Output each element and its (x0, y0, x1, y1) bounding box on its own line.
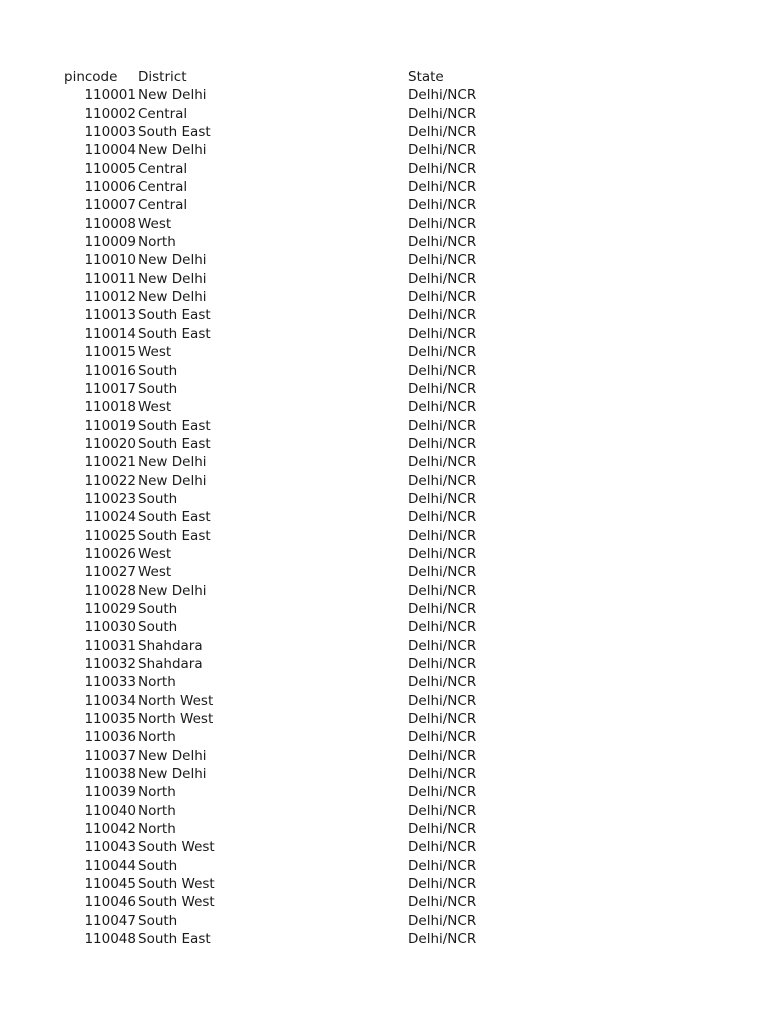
district-cell: North (138, 784, 176, 801)
table-row (62, 417, 528, 435)
state-cell: Delhi/NCR (408, 711, 477, 728)
district-cell: South (138, 362, 178, 379)
table-row (62, 160, 528, 178)
table-row (62, 692, 528, 710)
pincode-cell: 110028 (84, 582, 136, 599)
state-cell: Delhi/NCR (408, 344, 477, 361)
table-row (62, 600, 528, 618)
state-cell: Delhi/NCR (408, 509, 477, 526)
table-row (62, 288, 528, 306)
state-cell: Delhi/NCR (408, 931, 477, 948)
state-cell: Delhi/NCR (408, 857, 477, 874)
state-cell: Delhi/NCR (408, 87, 477, 104)
state-cell: Delhi/NCR (408, 179, 477, 196)
state-cell: Delhi/NCR (408, 692, 477, 709)
state-cell: Delhi/NCR (408, 289, 477, 306)
state-cell: Delhi/NCR (408, 564, 477, 581)
state-cell: Delhi/NCR (408, 435, 477, 452)
table-row (62, 563, 528, 581)
table-row (62, 582, 528, 600)
state-cell: Delhi/NCR (408, 637, 477, 654)
state-cell: Delhi/NCR (408, 399, 477, 416)
district-cell: South East (138, 509, 211, 526)
district-cell: South East (138, 325, 211, 342)
table-row (62, 710, 528, 728)
pincode-cell: 110032 (84, 656, 136, 672)
table-row (62, 673, 528, 691)
table-row (62, 783, 528, 801)
pincode-cell: 110042 (84, 821, 136, 838)
table-row (62, 875, 528, 893)
pincode-cell: 110008 (84, 215, 136, 232)
table-row (62, 105, 528, 123)
header-row (62, 68, 528, 86)
table-row (62, 728, 528, 746)
pincode-cell: 110007 (84, 197, 136, 214)
table-row (62, 508, 528, 526)
state-cell: Delhi/NCR (408, 545, 477, 562)
district-cell: New Delhi (138, 472, 207, 489)
pincode-cell: 110037 (84, 747, 136, 764)
table-header (62, 68, 528, 86)
pincode-cell: 110004 (84, 142, 136, 159)
district-cell: West (138, 545, 172, 562)
district-cell: North (138, 729, 176, 746)
district-cell: South East (138, 435, 211, 452)
pincode-cell: 110040 (84, 802, 136, 819)
pincode-cell: 110046 (84, 894, 136, 911)
table-row (62, 893, 528, 911)
district-cell: New Delhi (138, 289, 207, 306)
state-cell: Delhi/NCR (408, 839, 477, 856)
table-row (62, 655, 528, 673)
pincode-cell: 110035 (84, 711, 136, 728)
pincode-cell: 110036 (84, 729, 136, 746)
state-cell: Delhi/NCR (408, 747, 477, 764)
district-cell: South East (138, 124, 211, 141)
district-cell: Central (138, 197, 188, 214)
state-cell: Delhi/NCR (408, 527, 477, 544)
district-cell: South (138, 912, 178, 929)
pincode-cell: 110017 (84, 380, 136, 397)
table-row (62, 545, 528, 563)
district-cell: New Delhi (138, 87, 207, 104)
district-cell: West (138, 564, 172, 581)
state-cell: Delhi/NCR (408, 160, 477, 177)
state-cell: Delhi/NCR (408, 894, 477, 911)
district-cell: South West (138, 839, 215, 856)
state-cell: Delhi/NCR (408, 215, 477, 232)
state-cell: Delhi/NCR (408, 380, 477, 397)
state-cell: Delhi/NCR (408, 490, 477, 507)
state-cell: Delhi/NCR (408, 417, 477, 434)
pincode-cell: 110003 (84, 124, 136, 141)
district-cell: South East (138, 931, 211, 948)
pincode-cell: 110011 (84, 270, 136, 287)
table-row (62, 196, 528, 214)
state-cell: Delhi/NCR (408, 619, 477, 636)
table-row (62, 215, 528, 233)
pincode-cell: 110024 (84, 509, 136, 526)
table-row (62, 765, 528, 783)
state-cell: Delhi/NCR (408, 600, 477, 617)
table-row (62, 362, 528, 380)
state-cell: Delhi/NCR (408, 876, 477, 893)
pincode-cell: 110018 (84, 399, 136, 416)
district-cell: North West (138, 692, 214, 709)
pincode-cell: 110005 (84, 160, 136, 177)
state-cell: Delhi/NCR (408, 142, 477, 159)
state-cell: Delhi/NCR (408, 252, 477, 269)
table-row (62, 930, 528, 948)
table-row (62, 251, 528, 269)
state-cell: Delhi/NCR (408, 674, 477, 691)
state-cell: Delhi/NCR (408, 802, 477, 819)
table-row (62, 912, 528, 930)
district-cell: New Delhi (138, 747, 207, 764)
district-cell: South (138, 490, 178, 507)
state-cell: Delhi/NCR (408, 270, 477, 287)
pincode-cell: 110026 (84, 545, 136, 562)
table-body (62, 86, 528, 948)
district-cell: North (138, 802, 176, 819)
district-cell: South (138, 380, 178, 397)
district-cell: New Delhi (138, 582, 207, 599)
pincode-cell: 110047 (84, 912, 136, 929)
pincode-cell: 110014 (84, 325, 136, 342)
table-row (62, 490, 528, 508)
pincode-cell: 110048 (84, 931, 136, 948)
table-row (62, 527, 528, 545)
district-cell: West (138, 399, 172, 416)
pincode-cell: 110021 (84, 454, 136, 471)
table-row (62, 820, 528, 838)
state-cell: Delhi/NCR (408, 307, 477, 324)
district-cell: Central (138, 105, 188, 122)
pincode-cell: 110009 (84, 234, 136, 251)
pincode-cell: 110022 (84, 472, 136, 489)
table-row (62, 233, 528, 251)
district-cell: Central (138, 160, 188, 177)
table-row (62, 380, 528, 398)
pincode-table (62, 68, 528, 949)
state-cell: Delhi/NCR (408, 784, 477, 801)
pincode-cell: 110025 (84, 527, 136, 544)
table-row (62, 435, 528, 453)
table-row (62, 123, 528, 141)
pincode-cell: 110034 (84, 692, 136, 709)
pincode-cell: 110002 (84, 105, 136, 122)
pincode-cell: 110001 (84, 87, 136, 104)
district-cell: South East (138, 417, 211, 434)
district-cell: New Delhi (138, 142, 207, 159)
district-cell: North (138, 234, 176, 251)
state-cell: Delhi/NCR (408, 656, 477, 672)
pincode-cell: 110023 (84, 490, 136, 507)
pincode-cell: 110031 (84, 637, 136, 654)
state-cell: Delhi/NCR (408, 105, 477, 122)
district-cell: Shahdara (138, 637, 203, 654)
table-row (62, 747, 528, 765)
table-row (62, 472, 528, 490)
table-row (62, 838, 528, 856)
district-cell: South West (138, 894, 215, 911)
district-cell: North West (138, 711, 214, 728)
state-cell: Delhi/NCR (408, 362, 477, 379)
pincode-cell: 110033 (84, 674, 136, 691)
district-cell: West (138, 344, 172, 361)
district-cell: Central (138, 179, 188, 196)
pincode-cell: 110029 (84, 600, 136, 617)
pincode-cell: 110027 (84, 564, 136, 581)
pincode-cell: 110045 (84, 876, 136, 893)
state-cell: Delhi/NCR (408, 234, 477, 251)
table-row (62, 306, 528, 324)
district-cell: New Delhi (138, 766, 207, 783)
district-cell: North (138, 821, 176, 838)
district-cell: South West (138, 876, 215, 893)
table-row (62, 270, 528, 288)
pincode-cell: 110013 (84, 307, 136, 324)
district-cell: South (138, 600, 178, 617)
pincode-cell: 110039 (84, 784, 136, 801)
state-cell: Delhi/NCR (408, 197, 477, 214)
state-cell: Delhi/NCR (408, 729, 477, 746)
pincode-cell: 110015 (84, 344, 136, 361)
district-cell: West (138, 215, 172, 232)
table-row (62, 343, 528, 361)
table-row (62, 325, 528, 343)
pincode-cell: 110010 (84, 252, 136, 269)
state-cell: Delhi/NCR (408, 912, 477, 929)
table-row (62, 857, 528, 875)
table-row (62, 802, 528, 820)
header-pincode: pincode (64, 69, 118, 85)
pincode-cell: 110038 (84, 766, 136, 783)
table-row (62, 141, 528, 159)
district-cell: South East (138, 527, 211, 544)
table-row (62, 618, 528, 636)
table-row (62, 178, 528, 196)
table-row (62, 453, 528, 471)
state-cell: Delhi/NCR (408, 582, 477, 599)
pincode-cell: 110044 (84, 857, 136, 874)
header-district: District (138, 69, 187, 85)
pincode-cell: 110020 (84, 435, 136, 452)
state-cell: Delhi/NCR (408, 454, 477, 471)
header-state: State (408, 69, 444, 85)
pincode-cell: 110012 (84, 289, 136, 306)
state-cell: Delhi/NCR (408, 766, 477, 783)
district-cell: New Delhi (138, 270, 207, 287)
district-cell: South (138, 619, 178, 636)
state-cell: Delhi/NCR (408, 472, 477, 489)
district-cell: New Delhi (138, 454, 207, 471)
pincode-cell: 110019 (84, 417, 136, 434)
district-cell: New Delhi (138, 252, 207, 269)
pincode-cell: 110006 (84, 179, 136, 196)
pincode-cell: 110016 (84, 362, 136, 379)
state-cell: Delhi/NCR (408, 325, 477, 342)
table-row (62, 637, 528, 655)
district-cell: South East (138, 307, 211, 324)
district-cell: North (138, 674, 176, 691)
state-cell: Delhi/NCR (408, 821, 477, 838)
pincode-cell: 110030 (84, 619, 136, 636)
state-cell: Delhi/NCR (408, 124, 477, 141)
table-row (62, 398, 528, 416)
district-cell: South (138, 857, 178, 874)
table-row (62, 86, 528, 104)
pincode-cell: 110043 (84, 839, 136, 856)
district-cell: Shahdara (138, 656, 203, 672)
